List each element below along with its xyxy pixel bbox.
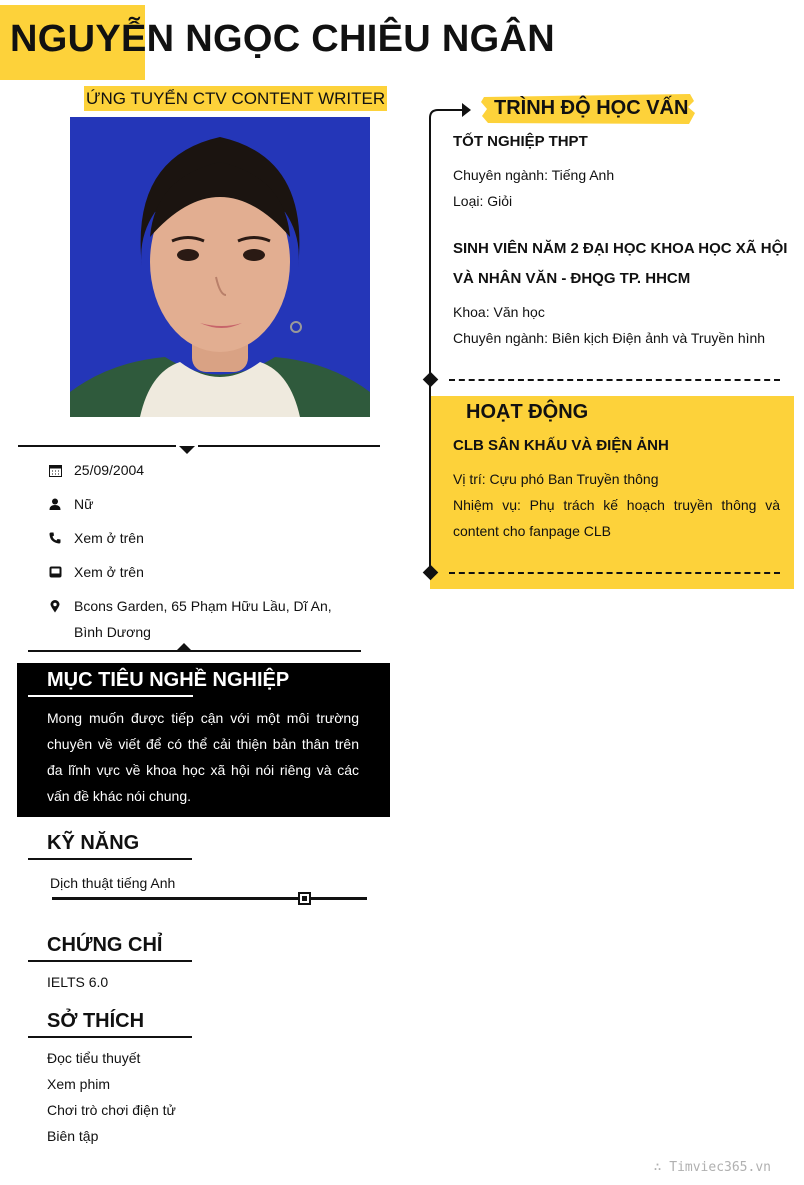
activities-title: HOẠT ĐỘNG: [466, 401, 589, 423]
activity-heading: CLB SÂN KHẤU VÀ ĐIỆN ẢNH: [453, 437, 669, 454]
info-bottom-divider: [28, 650, 361, 652]
location-icon: [47, 593, 63, 619]
career-goal-section: [17, 663, 390, 817]
hobby-item: Chơi trò chơi điện tử: [47, 1102, 176, 1118]
info-top-divider: [18, 445, 380, 447]
activity-task: Nhiệm vụ: Phụ trách kế hoạch truyền thông và content cho fanpage CLB: [453, 497, 780, 539]
dashed-divider: [449, 572, 780, 574]
watermark: ∴ Timviec365.vn: [653, 1160, 771, 1175]
education-line: Loại: Giỏi: [453, 193, 513, 209]
address-text-line1: Bcons Garden, 65 Phạm Hữu Lầu, Dĩ An,: [74, 598, 332, 614]
hobby-item: Biên tập: [47, 1128, 99, 1144]
activity-role: Vị trí: Cựu phó Ban Truyền thông: [453, 471, 659, 487]
dashed-divider: [449, 379, 780, 381]
career-goal-title: MỤC TIÊU NGHỀ NGHIỆP: [47, 669, 290, 691]
email-text: Xem ở trên: [74, 564, 144, 580]
timeline-line: [429, 396, 431, 576]
skill-level-marker: [298, 892, 311, 905]
email-icon: [47, 559, 63, 585]
education-heading: TỐT NGHIỆP THPT: [453, 133, 588, 150]
hobby-item: Xem phim: [47, 1076, 111, 1092]
skill-bar-track: [52, 897, 367, 900]
education-line: Khoa: Văn học: [453, 304, 545, 320]
title-underline: [28, 960, 192, 962]
chevron-down-icon: [179, 446, 195, 454]
skill-name: Dịch thuật tiếng Anh: [50, 875, 176, 891]
chevron-up-icon: [176, 643, 192, 651]
hobbies-title: SỞ THÍCH: [47, 1010, 145, 1032]
education-line: Chuyên ngành: Biên kịch Điện ảnh và Truyền hình: [453, 330, 766, 346]
profile-photo: [70, 117, 370, 417]
address-text-line2: Bình Dương: [74, 624, 151, 640]
career-goal-text: Mong muốn được tiếp cận với một môi trường chuyên về viết để có thể cải thiện bản thân trên đa lĩnh vực về khoa học xã hội nói riêng và các vấn đề khác nói chung.: [47, 710, 359, 804]
title-underline: [28, 858, 192, 860]
birthdate-text: 25/09/2004: [74, 462, 145, 478]
education-title: TRÌNH ĐỘ HỌC VẤN: [494, 97, 689, 119]
phone-text: Xem ở trên: [74, 530, 144, 546]
education-heading: SINH VIÊN NĂM 2 ĐẠI HỌC KHOA HỌC XÃ HỘI: [453, 240, 788, 257]
hobby-item: Đọc tiểu thuyết: [47, 1050, 141, 1066]
certificate-item: IELTS 6.0: [47, 974, 109, 990]
phone-icon: [47, 525, 63, 551]
skills-title: KỸ NĂNG: [47, 832, 140, 854]
full-name: NGUYỄN NGỌC CHIÊU NGÂN: [10, 18, 555, 60]
user-icon: [47, 491, 63, 517]
certificates-title: CHỨNG CHỈ: [47, 934, 163, 956]
gender-text: Nữ: [74, 496, 94, 512]
calendar-icon: [47, 457, 63, 483]
education-heading-line2: VÀ NHÂN VĂN - ĐHQG TP. HHCM: [453, 270, 691, 287]
applied-position: ỨNG TUYỂN CTV CONTENT WRITER: [84, 86, 387, 111]
title-underline: [28, 695, 193, 697]
title-underline: [28, 1036, 192, 1038]
education-line: Chuyên ngành: Tiếng Anh: [453, 167, 615, 183]
